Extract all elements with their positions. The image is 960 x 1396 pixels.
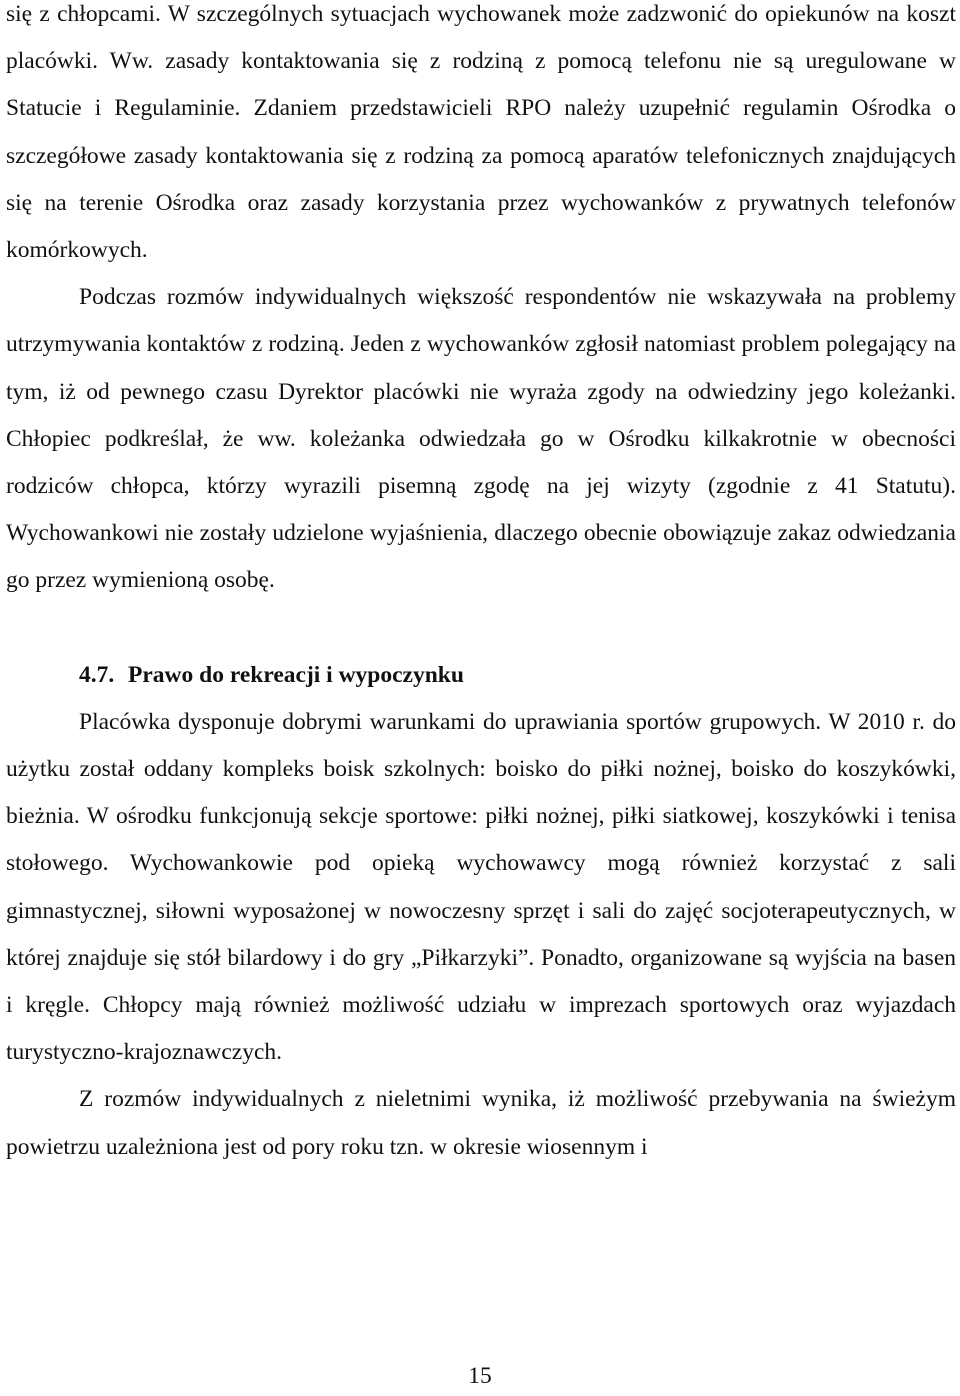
body-paragraph: Podczas rozmów indywidualnych większość respondentów nie wskazywała na problemy utrzymywania kontaktów z rodziną. Jeden z wychowanków zgłosił natomiast problem polegający na tym, iż od pewnego czasu Dyrektor placówki nie wyraża zgody na odwiedziny jego koleżanki. Chłopiec podkreślał, że ww. koleżanka odwiedzała go w Ośrodku kilkakrotnie w obecności rodziców chłopca, którzy wyrazili pisemną zgodę na jej wizyty (zgodnie z 41 Statutu). Wychowankowi nie zostały udzielone wyjaśnienia, dlaczego obecnie obowiązuje zakaz odwiedzania go przez wymienioną osobę. bbox=[6, 284, 956, 594]
body-paragraph: Z rozmów indywidualnych z nieletnimi wynika, iż możliwość przebywania na świeżym powietrzu uzależniona jest od pory roku tzn. w okresie wiosennym i bbox=[6, 1086, 956, 1160]
body-paragraph: się z chłopcami. W szczególnych sytuacjach wychowanek może zadzwonić do opiekunów na koszt placówki. Ww. zasady kontaktowania się z rodziną z pomocą telefonu nie są uregulowane w Statucie i Regulaminie. Zdaniem przedstawicieli RPO należy uzupełnić regulamin Ośrodka o szczegółowe zasady kontaktowania się z rodziną za pomocą aparatów telefonicznych znajdujących się na terenie Ośrodka oraz zasady korzystania przez wychowanków z prywatnych telefonów komórkowych. bbox=[6, 1, 956, 264]
section-title: Prawo do rekreacji i wypoczynku bbox=[128, 661, 464, 688]
body-paragraph: Placówka dysponuje dobrymi warunkami do uprawiania sportów grupowych. W 2010 r. do użytku został oddany kompleks boisk szkolnych: boisko do piłki nożnej, boisko do koszykówki, bieżnia. W ośrodku funkcjonują sekcje sportowe: piłki nożnej, piłki siatkowej, koszykówki i tenisa stołowego. Wychowankowie pod opieką wychowawcy mogą również korzystać z sali gimnastycznej, siłowni wyposażonej w nowoczesny sprzęt i sali do zajęć socjoterapeutycznych, w której znajduje się stół bilardowy i do gry „Piłkarzyki”. Ponadto, organizowane są wyjścia na basen i kręgle. Chłopcy mają również możliwość udziału w imprezach sportowych oraz wyjazdach turystyczno-krajoznawczych. bbox=[6, 708, 956, 1066]
section-heading bbox=[6, 652, 956, 699]
page-number: 15 bbox=[468, 1363, 492, 1389]
section-number: 4.7. bbox=[79, 661, 115, 688]
